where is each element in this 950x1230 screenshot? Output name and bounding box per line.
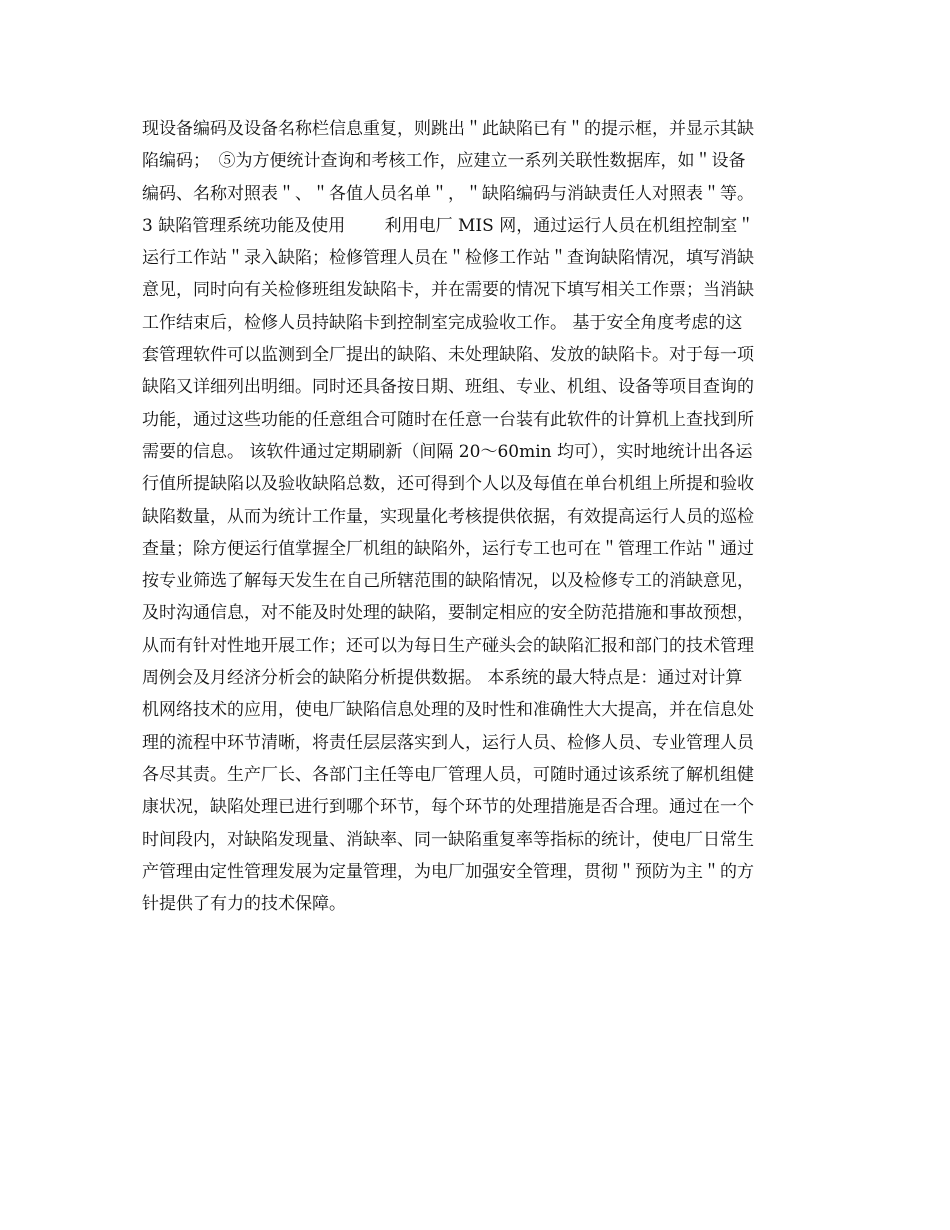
text-line: 从而有针对性地开展工作；还可以为每日生产碰头会的缺陷汇报和部门的技术管理 bbox=[142, 635, 754, 656]
text-line: 产管理由定性管理发展为定量管理，为电厂加强安全管理，贯彻＂预防为主＂的方 bbox=[142, 861, 754, 882]
text-line: 现设备编码及设备名称栏信息重复，则跳出＂此缺陷已有＂的提示框，并显示其缺 bbox=[142, 119, 754, 139]
text-line: 陷编码； ⑤为方便统计查询和考核工作，应建立一系列关联性数据库，如＂设备 bbox=[142, 151, 746, 172]
text-line: 缺陷又详细列出明细。同时还具备按日期、班组、专业、机组、设备等项目查询的 bbox=[142, 377, 754, 398]
text-line: 缺陷数量，从而为统计工作量，实现量化考核提供依据，有效提高运行人员的巡检 bbox=[142, 506, 754, 527]
text-line: 时间段内，对缺陷发现量、消缺率、同一缺陷重复率等指标的统计，使电厂日常生 bbox=[142, 829, 754, 850]
text-line: 工作结束后，检修人员持缺陷卡到控制室完成验收工作。 基于安全角度考虑的这 bbox=[142, 312, 743, 333]
text-line: 行值所提缺陷以及验收缺陷总数，还可得到个人以及每值在单台机组上所提和验收 bbox=[142, 474, 754, 495]
text-line: 及时沟通信息，对不能及时处理的缺陷，要制定相应的安全防范措施和事故预想， bbox=[142, 603, 754, 624]
text-line: 意见，同时向有关检修班组发缺陷卡，并在需要的情况下填写相关工作票；当消缺 bbox=[142, 280, 754, 301]
body-text bbox=[142, 113, 822, 920]
text-line: 按专业筛选了解每天发生在自己所辖范围的缺陷情况，以及检修专工的消缺意见， bbox=[142, 571, 754, 592]
text-line: 编码、名称对照表＂、＂各值人员名单＂，＂缺陷编码与消缺责任人对照表＂等。 bbox=[142, 183, 754, 204]
text-line: 周例会及月经济分析会的缺陷分析提供数据。 本系统的最大特点是：通过对计算 bbox=[142, 668, 743, 689]
text-line: 理的流程中环节清晰，将责任层层落实到人，运行人员、检修人员、专业管理人员 bbox=[142, 732, 754, 753]
text-line: 机网络技术的应用，使电厂缺陷信息处理的及时性和准确性大大提高，并在信息处 bbox=[142, 700, 754, 721]
text-line: 套管理软件可以监测到全厂提出的缺陷、未处理缺陷、发放的缺陷卡。对于每一项 bbox=[142, 345, 754, 366]
text-line: 功能，通过这些功能的任意组合可随时在任意一台装有此软件的计算机上查找到所 bbox=[142, 409, 754, 430]
text-line: 运行工作站＂录入缺陷；检修管理人员在＂检修工作站＂查询缺陷情况，填写消缺 bbox=[142, 248, 754, 269]
text-line: 各尽其责。生产厂长、各部门主任等电厂管理人员，可随时通过该系统了解机组健 bbox=[142, 764, 754, 785]
text-line: 针提供了有力的技术保障。 bbox=[142, 894, 346, 915]
text-line: 3 缺陷管理系统功能及使用 利用电厂 MIS 网，通过运行人员在机组控制室＂ bbox=[142, 215, 755, 236]
text-line: 康状况，缺陷处理已进行到哪个环节，每个环节的处理措施是否合理。通过在一个 bbox=[142, 797, 754, 818]
text-line: 查量；除方便运行值掌握全厂机组的缺陷外，运行专工也可在＂管理工作站＂通过 bbox=[142, 538, 754, 559]
text-line: 需要的信息。 该软件通过定期刷新（间隔 20～60min 均可），实时地统计出各运 bbox=[142, 441, 753, 462]
